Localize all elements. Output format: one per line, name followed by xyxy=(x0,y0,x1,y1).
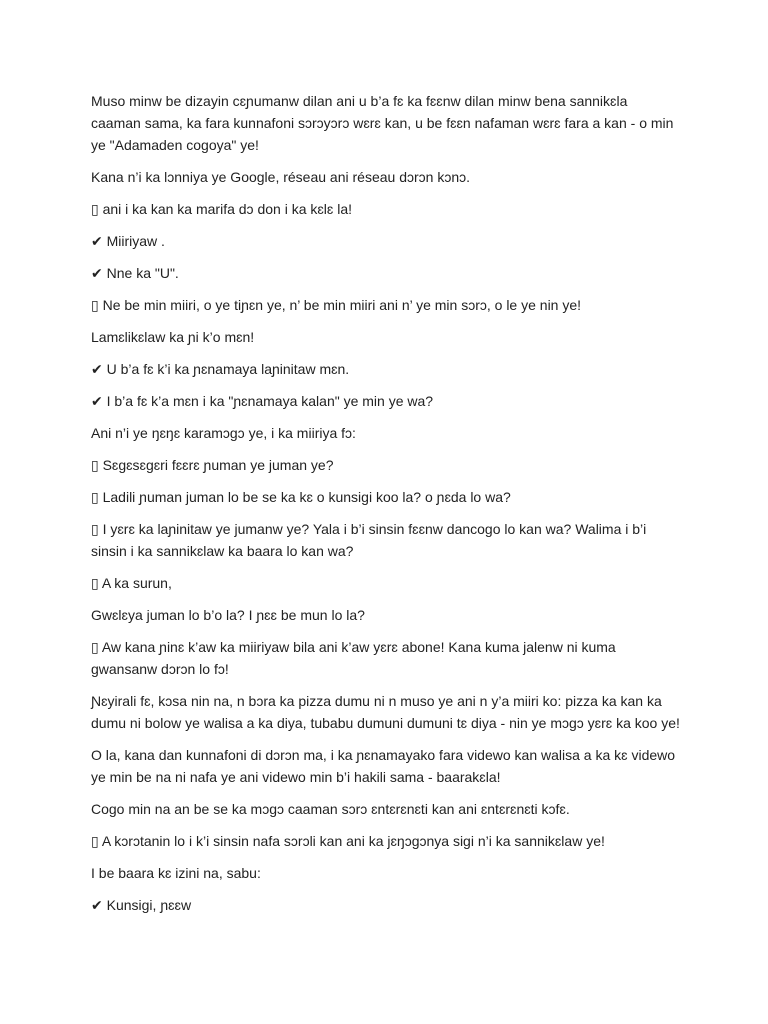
paragraph-21: I be baara kɛ izini na, sabu: xyxy=(91,865,261,881)
paragraph-20: ▯ A kɔrɔtanin lo i k’i sinsin nafa sɔrɔli kan ani ka jɛŋɔgɔnya sigi n’i ka sannikɛlaw ye! xyxy=(91,833,605,849)
paragraph-2: Kana n’i ka lɔnniya ye Google, réseau ani réseau dɔrɔn kɔnɔ. xyxy=(91,169,470,185)
checklist-item-1: ✔ Miiriyaw . xyxy=(91,233,165,249)
paragraph-11: ▯ Sɛgɛsɛgɛri fɛɛrɛ ɲuman ye juman ye? xyxy=(91,457,334,473)
paragraph-6: ▯ Ne be min miiri, o ye tiɲɛn ye, n’ be min miiri ani n’ ye min sɔrɔ, o le ye nin ye! xyxy=(91,297,582,313)
paragraph-1: Muso minw be dizayin cɛɲumanw dilan ani u b’a fɛ ka fɛɛnw dilan minw bena sannikɛla caaman sama, ka fara kunnafoni sɔrɔyɔrɔ wɛrɛ kan, u be fɛɛn nafaman wɛrɛ fara a kan - o min ye "Adamaden cogoya" ye! xyxy=(91,93,674,153)
paragraph-12: ▯ Ladili ɲuman juman lo be se ka kɛ o kunsigi koo la? o ɲɛda lo wa? xyxy=(91,489,511,505)
checklist-item-3: ✔ U b’a fɛ k’i ka ɲɛnamaya laɲinitaw mɛn. xyxy=(91,361,350,377)
paragraph-7: Lamɛlikɛlaw ka ɲi k’o mɛn! xyxy=(91,329,255,345)
checklist-item-5: ✔ Kunsigi, ɲɛɛw xyxy=(91,897,192,913)
paragraph-16: ▯ Aw kana ɲinɛ k’aw ka miiriyaw bila ani k’aw yɛrɛ abone! Kana kuma jalenw ni kuma gwansanw dɔrɔn lo fɔ! xyxy=(91,639,616,677)
paragraph-18: O la, kana dan kunnafoni di dɔrɔn ma, i ka ɲɛnamayako fara videwo kan walisa a ka kɛ videwo ye min be na ni nafa ye ani videwo min b’i hakili sama - baarakɛla! xyxy=(91,747,676,785)
paragraph-14: ▯ A ka surun, xyxy=(91,575,172,591)
paragraph-3: ▯ ani i ka kan ka marifa dɔ don i ka kɛlɛ la! xyxy=(91,201,352,217)
checklist-item-4: ✔ I b’a fɛ k’a mɛn i ka "ɲɛnamaya kalan" ye min ye wa? xyxy=(91,393,434,409)
paragraph-13: ▯ I yɛrɛ ka laɲinitaw ye jumanw ye? Yala i b’i sinsin fɛɛnw dancogo lo kan wa? Walima i b’i sinsin i ka sannikɛlaw ka baara lo kan wa? xyxy=(91,521,647,559)
paragraph-17: Ɲɛyirali fɛ, kɔsa nin na, n bɔra ka pizza dumu ni n muso ye ani n y’a miiri ko: pizza ka kan ka dumu ni bolow ye walisa a ka diya, tubabu dumuni dumuni tɛ diya - nin ye mɔgɔ yɛrɛ ka koo ye! xyxy=(91,693,680,731)
checklist-item-2: ✔ Nne ka "U". xyxy=(91,265,179,281)
document-page xyxy=(91,90,681,926)
paragraph-10: Ani n’i ye ŋɛŋɛ karamɔgɔ ye, i ka miiriya fɔ: xyxy=(91,425,356,441)
paragraph-19: Cogo min na an be se ka mɔgɔ caaman sɔrɔ ɛntɛrɛnɛti kan ani ɛntɛrɛnɛti kɔfɛ. xyxy=(91,801,570,817)
paragraph-15: Gwɛlɛya juman lo b’o la? I ɲɛɛ be mun lo la? xyxy=(91,607,365,623)
